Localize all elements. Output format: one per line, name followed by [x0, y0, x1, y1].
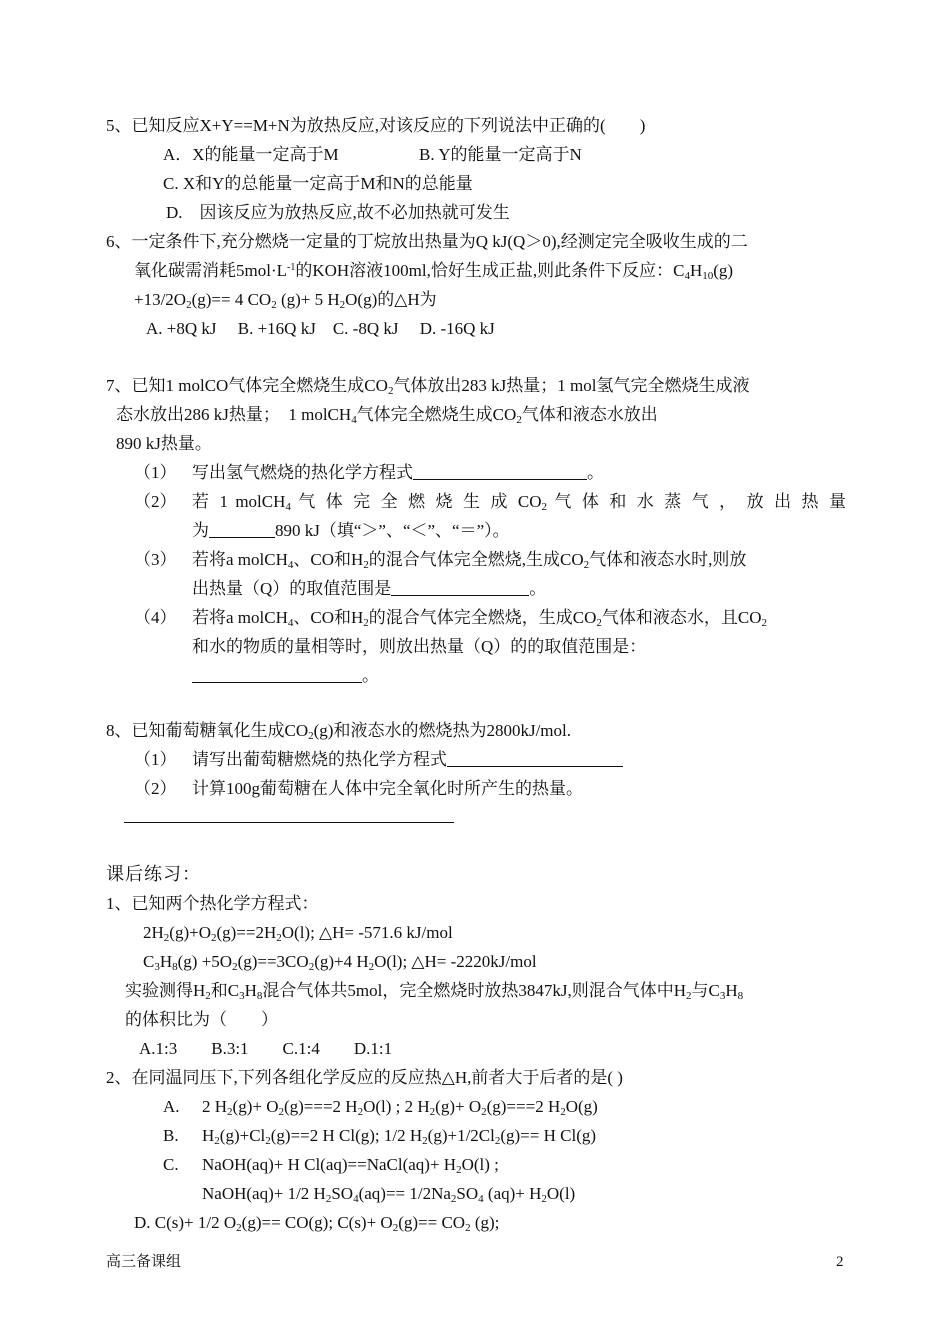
page-number: 2: [836, 1254, 844, 1270]
q7-part4-line3: 。: [192, 661, 379, 690]
q8-part2-answer-blank[interactable]: [124, 822, 454, 823]
q7-stem-line3: 890 kJ热量。: [116, 434, 212, 453]
q7-stem-line2: 态水放出286 kJ热量； 1 molCH$_4$气体完全燃烧生成$CO_2$气体和液态水放出: [116, 405, 658, 426]
ex1-condition: 实验测得$H_2$和$C_3H_8$混合气体共5mol，完全燃烧时放热3847kJ,则混合气体中$H_2$与$C_3H_8$: [125, 981, 744, 1002]
ex1-question: 的体积比为（ ）: [125, 1010, 278, 1029]
ex2-option-b-label: B.: [163, 1126, 179, 1145]
q8-part2-text: 计算100g葡萄糖在人体中完全氧化时所产生的热量。: [192, 779, 583, 798]
ex2-option-c-line1: NaOH(aq)+ H Cl(aq)==NaCl(aq)+ $H_2O(l)$ ;: [202, 1155, 499, 1176]
q7-part1-answer-blank[interactable]: [413, 459, 587, 480]
q5-option-d: D. 因该反应为放热反应,故不必加热就可发生: [166, 203, 510, 222]
q6-stem-line3: $+13/2O_2(g)== 4$ $CO_2$ (g)+ 5 $H_2O(g)$的△H为: [134, 290, 437, 311]
q7-part4-line2: 和水的物质的量相等时，则放出热量（Q）的的取值范围是：: [192, 637, 647, 656]
q7-part2-number: （2）: [134, 492, 177, 511]
q6-options: A. +8Q kJ B. +16Q kJ C. -8Q kJ D. -16Q kJ: [146, 319, 495, 338]
ex1-equation-2: $C_3H_8(g) +5O_2(g)==3CO_2(g)+4$ $H_2O(l)$; △H= -2220kJ/mol: [143, 952, 537, 973]
ex1-stem: 1、已知两个热化学方程式：: [106, 894, 319, 913]
ex2-stem: 2、在同温同压下,下列各组化学反应的反应热△H,前者大于后者的是( ): [106, 1068, 623, 1087]
q7-part1-number: （1）: [134, 463, 177, 482]
q6-stem-line2: 氧化碳需消耗$5mol\cdot L^{-1}$的KOH溶液100ml,恰好生成正盐,则此条件下反应：$C_4H_{10}(g)$: [134, 261, 734, 282]
q8-part1-answer-blank[interactable]: [447, 746, 623, 767]
q7-part1-text: 写出氢气燃烧的热化学方程式 。: [192, 458, 604, 487]
q5-stem: 5、已知反应X+Y==M+N为放热反应,对该反应的下列说法中正确的( ): [106, 116, 646, 135]
section-heading-after-class: 课后练习：: [106, 864, 201, 885]
q7-part3-line1: 若将a molCH$_4$、CO和$H_2$的混合气体完全燃烧,生成$CO_2$气体和液态水时,则放: [192, 550, 747, 571]
ex2-option-a: 2 $H_2(g)+ O_2(g)===2$ $H_2O(l)$ ; 2 $H_2(g)+ O_2(g)===2$ $H_2O(g)$: [202, 1097, 598, 1118]
q7-part4-line1: 若将a molCH$_4$、CO和$H_2$的混合气体完全燃烧，生成$CO_2$气体和液态水，且$CO_2$: [192, 608, 768, 629]
q7-part3-answer-blank[interactable]: [391, 575, 529, 596]
ex2-option-d: D. C(s)+ 1/2 $O_2(g)== CO(g)$; $C(s)+ O_2(g)== CO_2$ (g);: [134, 1213, 500, 1234]
ex2-option-a-label: A.: [163, 1097, 180, 1116]
ex2-option-b: $H_2(g)+Cl_2(g)==2$ H Cl(g); 1/2 $H_2(g)+1/2Cl_2(g)== H$ Cl(g): [202, 1126, 597, 1147]
ex1-equation-1: $2H_2(g)+O_2(g)==2H_2O(l)$; △H= -571.6 kJ/mol: [143, 923, 453, 944]
q7-part4-answer-blank[interactable]: [192, 662, 362, 683]
q7-part3-number: （3）: [134, 550, 177, 569]
q8-part1-text: 请写出葡萄糖燃烧的热化学方程式: [192, 745, 623, 774]
q8-part1-number: （1）: [134, 750, 177, 769]
q8-stem: 8、已知葡萄糖氧化生成$CO_2(g)$和液态水的燃烧热为2800kJ/mol.: [106, 721, 571, 742]
ex2-option-c-line2: NaOH(aq)+ 1/2 $H_2SO_4(aq)== 1/2Na_2SO_4$ $(aq)+ H_2O(l)$: [202, 1184, 576, 1205]
q5-option-b: B. Y的能量一定高于N: [419, 145, 582, 164]
q5-option-a: A．X的能量一定高于M: [163, 145, 339, 164]
q7-part4-number: （4）: [134, 608, 177, 627]
q7-stem-line1: 7、已知1 molCO气体完全燃烧生成$CO_2$气体放出283 kJ热量；1 mol氢气完全燃烧生成液: [106, 376, 750, 397]
q7-part3-line2: 出热量（Q）的取值范围是 。: [192, 574, 546, 603]
footer-group-name: 高三备课组: [106, 1254, 182, 1270]
q7-part2-answer-blank[interactable]: [209, 517, 275, 538]
q7-part2-line1: 若 1 molCH$_4$ 气 体 完 全 燃 烧 生 成 $CO_2$ 气 体 和 水 蒸 气 ， 放 出 热 量: [192, 492, 847, 513]
ex2-option-c-label: C.: [163, 1155, 179, 1174]
q8-part2-number: （2）: [134, 779, 177, 798]
q6-stem-line1: 6、一定条件下,充分燃烧一定量的丁烷放出热量为Q kJ(Q＞0),经测定完全吸收生成的二: [106, 232, 748, 251]
q5-option-c: C. X和Y的总能量一定高于M和N的总能量: [163, 174, 473, 193]
ex1-options: A.1:3 B.3:1 C.1:4 D.1:1: [139, 1039, 393, 1058]
q7-part2-line2: 为 890 kJ（填“＞”、“＜”、“＝”）。: [192, 516, 510, 545]
